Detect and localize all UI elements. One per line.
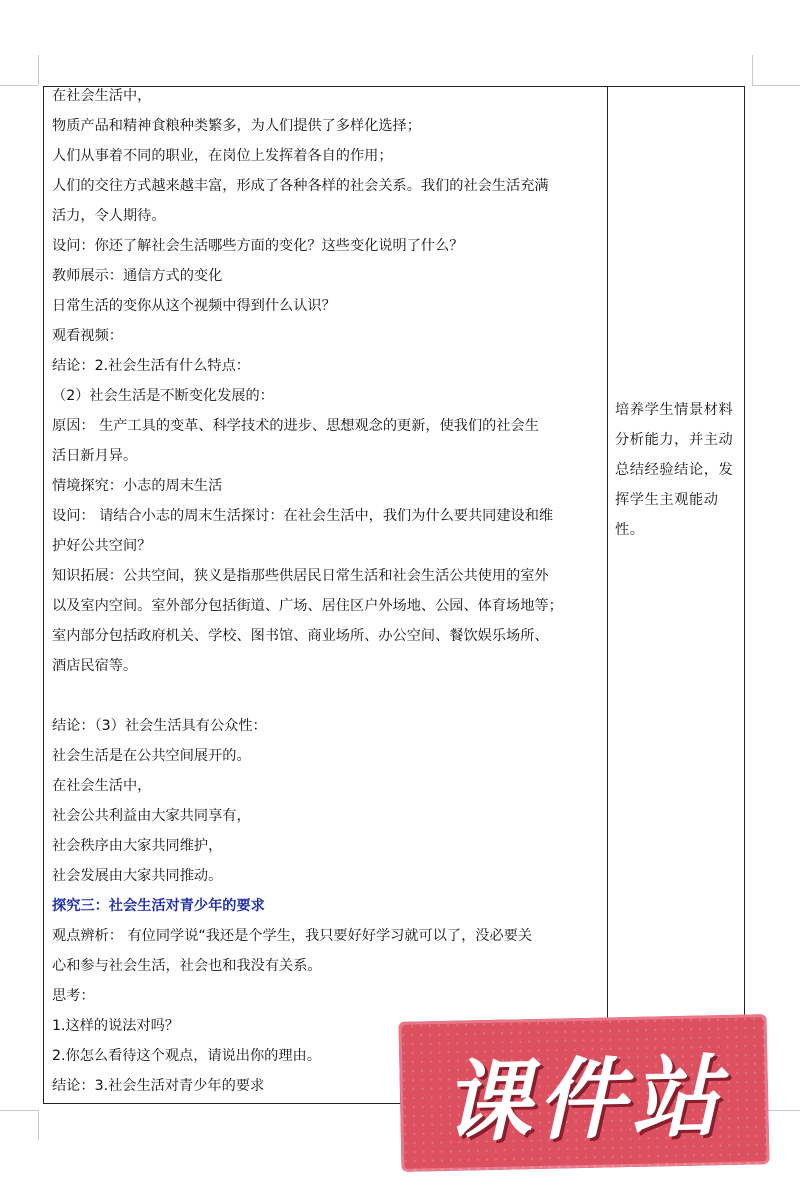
content-line: 1.这样的说法对吗？ <box>52 1018 180 1034</box>
column-divider <box>607 86 608 1104</box>
content-line: 结论：3.社会生活对青少年的要求 <box>52 1078 265 1094</box>
content-line: 物质产品和精神食粮种类繁多，为人们提供了多样化选择； <box>52 118 421 134</box>
content-line: 情境探究：小志的周末生活 <box>52 478 223 494</box>
content-line: 社会生活是在公共空间展开的。 <box>52 748 251 764</box>
content-line: 活力，令人期待。 <box>52 208 166 224</box>
content-line: 人们从事着不同的职业，在岗位上发挥着各自的作用； <box>52 148 393 164</box>
content-line: 护好公共空间？ <box>52 538 152 554</box>
intent-line: 挥学生主观能动 <box>615 492 719 508</box>
content-line: 观看视频： <box>52 328 123 344</box>
section-heading: 探究三：社会生活对青少年的要求 <box>52 898 265 914</box>
content-line: 在社会生活中， <box>52 778 152 794</box>
crop-mark-bottom-left-v <box>38 1110 39 1140</box>
content-line: 结论：（3）社会生活具有公众性： <box>52 718 267 734</box>
intent-line: 培养学生情景材料 <box>615 402 734 418</box>
content-line: 2.你怎么看待这个观点，请说出你的理由。 <box>52 1048 321 1064</box>
content-line: 心和参与社会生活，社会也和我没有关系。 <box>52 958 322 974</box>
content-line: 教师展示：通信方式的变化 <box>52 268 223 284</box>
watermark-stamp <box>398 1014 769 1172</box>
content-line: 日常生活的变你从这个视频中得到什么认识？ <box>52 298 336 314</box>
content-line: 以及室内空间。室外部分包括街道、广场、居住区户外场地、公园、体育场地等； <box>52 598 563 614</box>
content-line: 社会发展由大家共同推动。 <box>52 868 223 884</box>
intent-line: 性。 <box>615 522 645 538</box>
content-line: 酒店民宿等。 <box>52 658 138 674</box>
crop-mark-top-left-v <box>38 55 39 85</box>
content-line: 社会秩序由大家共同维护， <box>52 838 223 854</box>
content-line: 观点辨析： 有位同学说“我还是个学生，我只要好好学习就可以了，没必要关 <box>52 928 533 944</box>
crop-mark-top-right-h <box>752 85 800 86</box>
content-line: 人们的交往方式越来越丰富，形成了各种各样的社会关系。我们的社会生活充满 <box>52 178 549 194</box>
watermark-text: 课件站 <box>442 1045 727 1154</box>
content-line: 设问：你还了解社会生活哪些方面的变化？这些变化说明了什么？ <box>52 238 464 254</box>
content-line: 室内部分包括政府机关、学校、图书馆、商业场所、办公空间、餐饮娱乐场所、 <box>52 628 549 644</box>
content-line: 活日新月异。 <box>52 448 138 464</box>
content-line: 知识拓展：公共空间，狭义是指那些供居民日常生活和社会生活公共使用的室外 <box>52 568 549 584</box>
crop-mark-bottom-left-h <box>0 1110 38 1111</box>
content-line: 结论：2.社会生活有什么特点： <box>52 358 250 374</box>
content-line: （2）社会生活是不断变化发展的： <box>52 388 274 404</box>
content-line: 社会公共利益由大家共同享有， <box>52 808 251 824</box>
crop-mark-top-right-v <box>752 55 753 85</box>
content-line: 在社会生活中， <box>52 88 152 104</box>
crop-mark-top-left-h <box>0 85 38 86</box>
content-line: 原因： 生产工具的变革、科学技术的进步、思想观念的更新，使我们的社会生 <box>52 418 539 434</box>
content-line: 设问： 请结合小志的周末生活探讨：在社会生活中，我们为什么要共同建设和维 <box>52 508 554 524</box>
intent-line: 总结经验结论，发 <box>615 462 734 478</box>
content-line: 思考： <box>52 988 95 1004</box>
intent-line: 分析能力，并主动 <box>615 432 734 448</box>
